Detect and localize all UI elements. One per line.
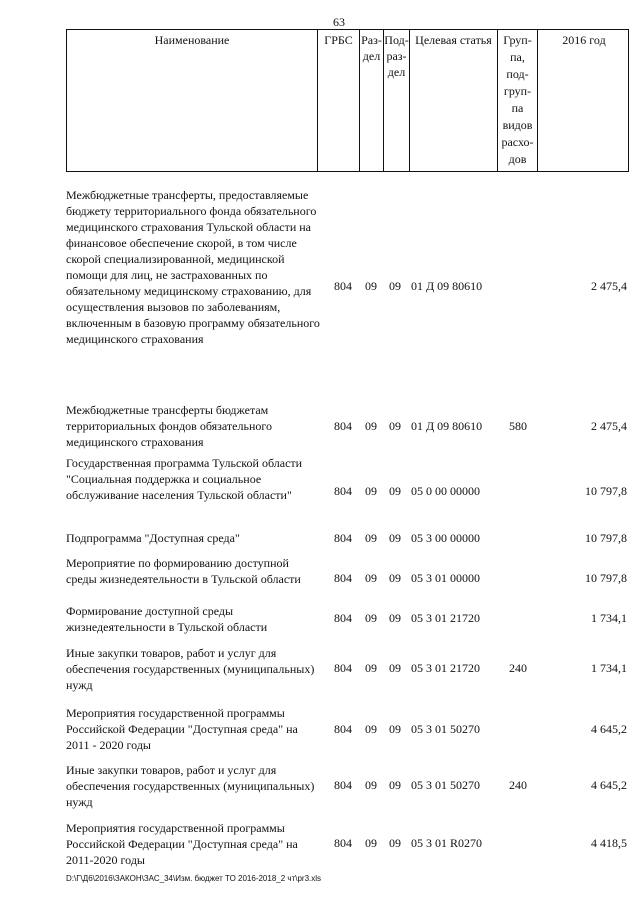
row-name: Межбюджетные трансферты, предоставляемые бюджету территориального фонда обязательного медицинского страхования Тульской области на финансовое обеспечение скорой, в том числе скорой специализированной, медицинской помощи для лиц, не застрахованных по обязательному медицинскому страхованию, для осуществления вызовов по заболеваниям, включенным в базовую программу обязательного медицинского страхования [66, 188, 320, 346]
row-podrazdel: 09 [389, 419, 401, 433]
row-target-article: 05 3 01 R0270 [411, 836, 483, 850]
row-razdel: 09 [365, 279, 377, 293]
row-grbs: 804 [334, 419, 352, 433]
row-sum: 2 475,4 [591, 419, 627, 433]
row-razdel: 09 [365, 571, 377, 585]
row-name: Иные закупки товаров, работ и услуг для обеспечения государственных (муниципальных) нужд [66, 646, 315, 692]
row-razdel: 09 [365, 484, 377, 498]
row-sum: 4 418,5 [591, 836, 627, 850]
header-podrazdel: Под- раз- дел [383, 30, 409, 171]
row-grbs: 804 [334, 571, 352, 585]
row-target-article: 05 3 01 50270 [411, 722, 480, 736]
row-expense-group: 240 [509, 778, 527, 792]
row-podrazdel: 09 [389, 778, 401, 792]
header-razdel: Раз- дел [359, 30, 383, 171]
row-grbs: 804 [334, 484, 352, 498]
row-grbs: 804 [334, 279, 352, 293]
row-grbs: 804 [334, 661, 352, 675]
row-sum: 4 645,2 [591, 778, 627, 792]
row-target-article: 05 3 01 21720 [411, 661, 480, 675]
row-grbs: 804 [334, 531, 352, 545]
row-expense-group: 240 [509, 661, 527, 675]
row-podrazdel: 09 [389, 279, 401, 293]
row-razdel: 09 [365, 661, 377, 675]
row-podrazdel: 09 [389, 531, 401, 545]
row-podrazdel: 09 [389, 611, 401, 625]
row-sum: 10 797,8 [585, 571, 627, 585]
row-razdel: 09 [365, 778, 377, 792]
row-razdel: 09 [365, 722, 377, 736]
row-grbs: 804 [334, 722, 352, 736]
row-razdel: 09 [365, 531, 377, 545]
row-name: Межбюджетные трансферты бюджетам территориальных фондов обязательного медицинского страхования [66, 403, 273, 449]
row-sum: 2 475,4 [591, 279, 627, 293]
row-sum: 1 734,1 [591, 611, 627, 625]
header-year: 2016 год [537, 30, 630, 171]
row-grbs: 804 [334, 778, 352, 792]
row-target-article: 01 Д 09 80610 [411, 419, 483, 433]
page-number: 63 [333, 15, 345, 29]
row-name: Мероприятия государственной программы Российской Федерации "Доступная среда" на 2011-2020 годы [66, 821, 298, 867]
row-target-article: 05 3 01 21720 [411, 611, 480, 625]
row-sum: 4 645,2 [591, 722, 627, 736]
row-sum: 10 797,8 [585, 531, 627, 545]
row-name: Иные закупки товаров, работ и услуг для обеспечения государственных (муниципальных) нужд [66, 763, 315, 809]
row-podrazdel: 09 [389, 571, 401, 585]
row-grbs: 804 [334, 611, 352, 625]
row-name: Государственная программа Тульской области "Социальная поддержка и социальное обслуживание населения Тульской области" [66, 456, 303, 502]
row-target-article: 05 0 00 00000 [411, 484, 480, 498]
file-path-footer: D:\Г\Д6\2016\ЗАКОН\ЗАС_34\Изм. бюджет ТО 2016-2018_2 чт\pr3.xls [66, 874, 322, 883]
row-target-article: 05 3 00 00000 [411, 531, 480, 545]
row-name: Формирование доступной среды жизнедеятельности в Тульской области [66, 604, 268, 634]
header-expense-group: Груп- па, под- груп- па видов расхо- дов [497, 30, 537, 171]
header-grbs: ГРБС [317, 30, 359, 171]
row-podrazdel: 09 [389, 661, 401, 675]
header-target-article: Целевая статья [409, 30, 497, 171]
row-podrazdel: 09 [389, 722, 401, 736]
row-name: Мероприятие по формированию доступной среды жизнедеятельности в Тульской области [66, 556, 301, 586]
row-expense-group: 580 [509, 419, 527, 433]
row-podrazdel: 09 [389, 484, 401, 498]
row-grbs: 804 [334, 836, 352, 850]
row-razdel: 09 [365, 611, 377, 625]
row-target-article: 05 3 01 50270 [411, 778, 480, 792]
row-razdel: 09 [365, 419, 377, 433]
header-name: Наименование [154, 33, 230, 47]
row-sum: 10 797,8 [585, 484, 627, 498]
row-name: Подпрограмма "Доступная среда" [66, 531, 240, 545]
row-razdel: 09 [365, 836, 377, 850]
row-target-article: 05 3 01 00000 [411, 571, 480, 585]
row-name: Мероприятия государственной программы Российской Федерации "Доступная среда" на 2011 - 2020 годы [66, 706, 298, 752]
row-sum: 1 734,1 [591, 661, 627, 675]
table-header [66, 29, 629, 172]
row-target-article: 01 Д 09 80610 [411, 279, 483, 293]
row-podrazdel: 09 [389, 836, 401, 850]
